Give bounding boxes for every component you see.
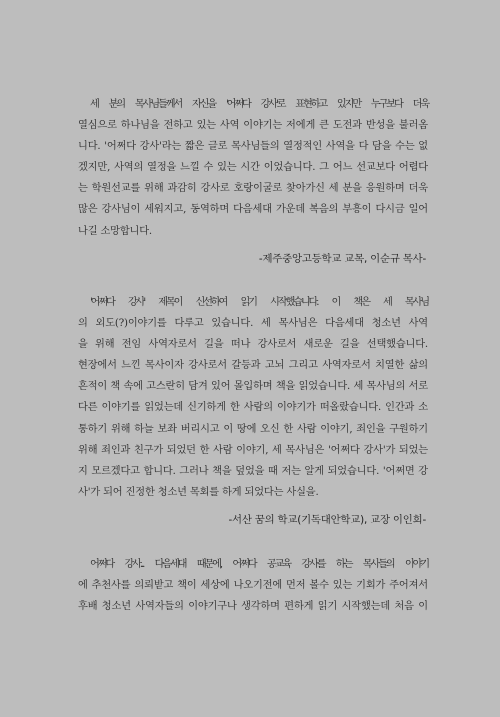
testimonial-1-signature: -제주중앙고등학교 교목, 이순규 목사- <box>258 253 426 265</box>
text-line: 의 외도(?)이야기를 다루고 있습니다. 세 목사님은 다음세대 청소년 사역 <box>78 318 428 330</box>
testimonial-1-body <box>78 94 428 242</box>
text-line: 흔적이 책 속에 고스란히 담겨 있어 몰입하며 책을 읽었습니다. 세 목사님의 서로 <box>78 381 428 393</box>
text-line: 위해 죄인과 친구가 되었던 한 사람 이야기, 세 목사님은 '어쩌다 강사'가 되었는 <box>78 444 428 456</box>
testimonial-2-body <box>78 292 428 503</box>
text-line: 많은 강사님이 세워지고, 동역하며 다음세대 가운데 복음의 부흥이 다시금 일어 <box>78 204 428 216</box>
text-line: '어쩌다 강사' 제목이 신선하여 읽기 시작했습니다. 이 책은 세 목사님 <box>90 297 428 308</box>
text-line: 지 모르겠다고 합니다. 그러나 책을 덮었을 때 저는 알게 되었습니다. '어쩌면 강 <box>78 465 428 477</box>
text-line: 는 학원선교를 위해 과감히 강사로 호랑이굴로 찾아가신 세 분을 응원하며 더욱 <box>78 183 428 195</box>
text-line: 에 추천사를 의뢰받고 책이 세상에 나오기전에 먼저 볼수 있는 기회가 주어져서 <box>78 580 428 592</box>
testimonial-2-signature: -서산 꿈의 학교(기독대안학교), 교장 이인희- <box>228 514 426 526</box>
text-line: 니다. '어쩌다 강사'라는 짧은 글로 목사님들의 열정적인 사역을 다 담을 수는 없 <box>78 141 428 153</box>
text-line: 겠지만, 사역의 열정을 느낄 수 있는 시간 이었습니다. 그 어느 선교보다 어렵다 <box>78 162 428 174</box>
text-line: 나길 소망합니다. <box>78 225 153 237</box>
text-line: 어쩌다 강사... 다음세대 때문에, 어쩌다 공교육 강사를 하는 목사들의 이야기 <box>90 559 428 570</box>
text-line: 사'가 되어 진정한 청소년 목회를 하게 되었다는 사실을. <box>78 486 319 498</box>
text-line: 후배 청소년 사역자들의 이야기구나 생각하며 편하게 읽기 시작했는데 처음 이 <box>78 601 428 613</box>
text-line: 열심으로 하나님을 전하고 있는 사역 이야기는 저에게 큰 도전과 반성을 불러옴 <box>78 120 428 132</box>
text-line: 을 위해 전임 사역자로서 길을 떠나 강사로서 새로운 길을 선택했습니다. <box>78 339 428 351</box>
text-line: 통하기 위해 하늘 보좌 버리시고 이 땅에 오신 한 사람 이야기, 죄인을 구원하기 <box>78 423 428 435</box>
text-line: 현장에서 느낀 목사이자 강사로서 갈등과 고뇌 그리고 사역자로서 치열한 삶의 <box>78 360 428 372</box>
text-line: 다른 이야기를 읽었는데 신기하게 한 사람의 이야기가 떠올랐습니다. 인간과 소 <box>78 402 428 414</box>
text-line: 세 분의 목사님들께서 자신을 '어쩌다 강사'로 표현하고 있지만 누구보다 더욱 <box>90 99 428 110</box>
testimonial-3-body <box>78 554 428 617</box>
